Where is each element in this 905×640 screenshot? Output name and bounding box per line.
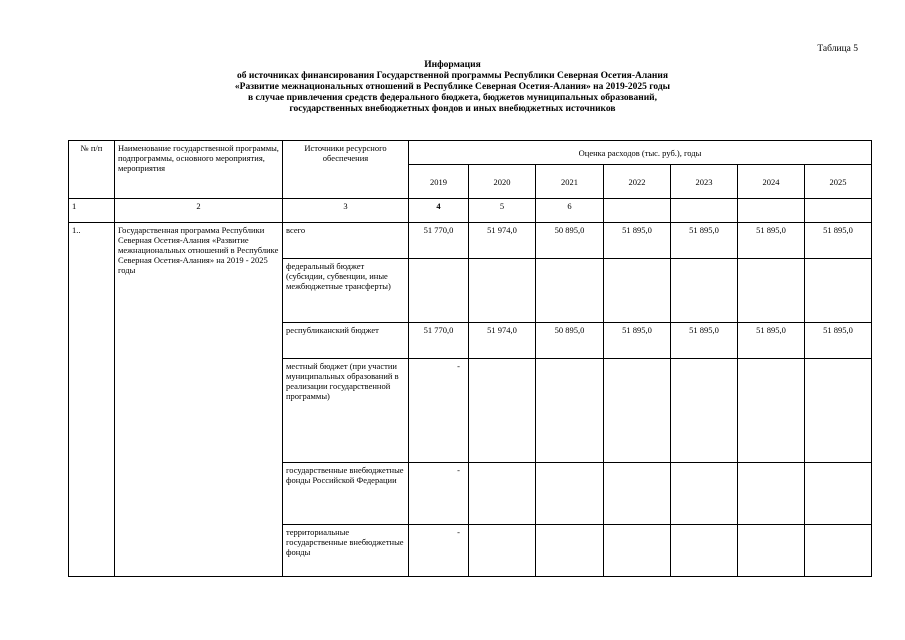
year-2023: 2023 bbox=[671, 165, 738, 199]
value-cell bbox=[805, 259, 872, 323]
year-2019: 2019 bbox=[409, 165, 469, 199]
value-cell: 51 770,0 bbox=[409, 323, 469, 359]
value-cell bbox=[469, 463, 536, 525]
source-cell: местный бюджет (при участии муниципальных образований в реализации государственной программы) bbox=[283, 359, 409, 463]
year-2020: 2020 bbox=[469, 165, 536, 199]
value-cell: - bbox=[409, 525, 469, 577]
value-cell bbox=[738, 525, 805, 577]
value-cell: 51 895,0 bbox=[805, 323, 872, 359]
program-num: 1.. bbox=[69, 223, 115, 577]
value-cell bbox=[536, 359, 604, 463]
value-cell bbox=[671, 259, 738, 323]
index-row bbox=[69, 199, 872, 223]
heading-line-4: в случае привлечения средств федерального бюджета, бюджетов муниципальных образований, bbox=[247, 93, 658, 103]
table-number-label: Таблица 5 bbox=[817, 44, 858, 54]
header-name: Наименование государственной программы, подпрограммы, основного мероприятия, мероприятия bbox=[115, 141, 283, 199]
value-cell: 51 895,0 bbox=[671, 323, 738, 359]
document-heading bbox=[0, 60, 905, 115]
value-cell: 51 974,0 bbox=[469, 323, 536, 359]
value-cell: 51 895,0 bbox=[738, 223, 805, 259]
value-cell bbox=[469, 525, 536, 577]
value-cell bbox=[671, 463, 738, 525]
financing-table bbox=[68, 140, 872, 577]
value-cell bbox=[805, 359, 872, 463]
source-cell: территориальные государственные внебюджетные фонды bbox=[283, 525, 409, 577]
index-cell: 6 bbox=[536, 199, 604, 223]
header-sources: Источники ресурсного обеспечения bbox=[283, 141, 409, 199]
value-cell: - bbox=[409, 463, 469, 525]
index-cell: 4 bbox=[409, 199, 469, 223]
value-cell: 50 895,0 bbox=[536, 223, 604, 259]
value-cell bbox=[738, 259, 805, 323]
value-cell bbox=[536, 525, 604, 577]
value-cell: 50 895,0 bbox=[536, 323, 604, 359]
value-cell: 51 974,0 bbox=[469, 223, 536, 259]
value-cell bbox=[738, 463, 805, 525]
heading-line-5: государственных внебюджетных фондов и иных внебюджетных источников bbox=[289, 104, 616, 114]
program-name: Государственная программа Республики Северная Осетия-Алания «Развитие межнациональных отношений в Республике Северная Осетия-Алания» на 2019 - 2025 годы bbox=[115, 223, 283, 577]
table-row bbox=[69, 223, 872, 259]
index-cell: 1 bbox=[69, 199, 115, 223]
year-2025: 2025 bbox=[805, 165, 872, 199]
source-cell: всего bbox=[283, 223, 409, 259]
year-2022: 2022 bbox=[604, 165, 671, 199]
year-2021: 2021 bbox=[536, 165, 604, 199]
source-cell: федеральный бюджет (субсидии, субвенции, иные межбюджетные трансферты) bbox=[283, 259, 409, 323]
year-2024: 2024 bbox=[738, 165, 805, 199]
index-cell bbox=[738, 199, 805, 223]
index-cell bbox=[604, 199, 671, 223]
value-cell: 51 895,0 bbox=[604, 323, 671, 359]
value-cell bbox=[536, 259, 604, 323]
value-cell bbox=[469, 359, 536, 463]
value-cell bbox=[738, 359, 805, 463]
heading-line-1: Информация bbox=[424, 60, 481, 70]
heading-line-2: об источниках финансирования Государственной программы Республики Северная Осетия-Алания bbox=[236, 71, 669, 81]
value-cell bbox=[536, 463, 604, 525]
index-cell bbox=[671, 199, 738, 223]
value-cell bbox=[805, 525, 872, 577]
value-cell bbox=[671, 359, 738, 463]
value-cell: 51 895,0 bbox=[604, 223, 671, 259]
value-cell: 51 895,0 bbox=[738, 323, 805, 359]
header-row bbox=[69, 141, 872, 165]
value-cell: 51 770,0 bbox=[409, 223, 469, 259]
header-num: № п/п bbox=[69, 141, 115, 199]
index-cell: 3 bbox=[283, 199, 409, 223]
value-cell bbox=[469, 259, 536, 323]
value-cell bbox=[671, 525, 738, 577]
index-cell: 5 bbox=[469, 199, 536, 223]
index-cell: 2 bbox=[115, 199, 283, 223]
heading-line-3: «Развитие межнациональных отношений в Республике Северная Осетия-Алания» на 2019-2025 годы bbox=[234, 82, 671, 92]
value-cell: 51 895,0 bbox=[805, 223, 872, 259]
source-cell: республиканский бюджет bbox=[283, 323, 409, 359]
value-cell bbox=[604, 525, 671, 577]
value-cell bbox=[604, 359, 671, 463]
value-cell: 51 895,0 bbox=[671, 223, 738, 259]
value-cell bbox=[409, 259, 469, 323]
header-estimate: Оценка расходов (тыс. руб.), годы bbox=[409, 141, 872, 165]
index-cell bbox=[805, 199, 872, 223]
value-cell bbox=[805, 463, 872, 525]
value-cell bbox=[604, 259, 671, 323]
value-cell bbox=[604, 463, 671, 525]
value-cell: - bbox=[409, 359, 469, 463]
source-cell: государственные внебюджетные фонды Российской Федерации bbox=[283, 463, 409, 525]
